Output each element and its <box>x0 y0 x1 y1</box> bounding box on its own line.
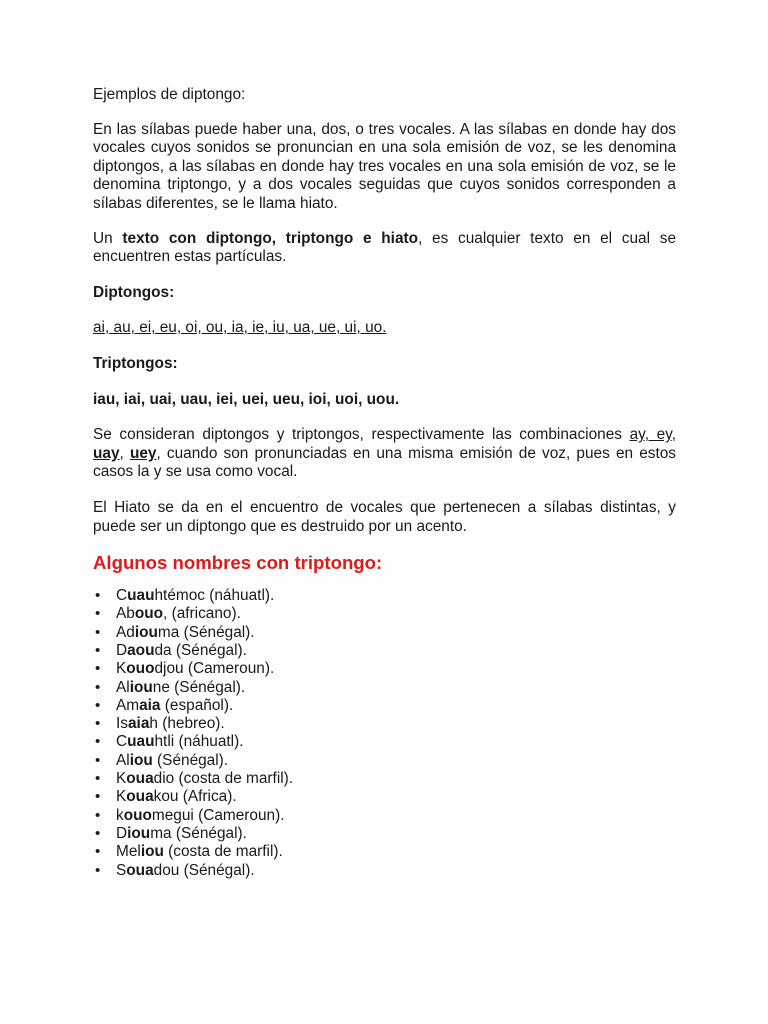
name-triptongo: iou <box>134 623 158 641</box>
name-pre: Mel <box>116 843 141 861</box>
name-post: kou (Africa). <box>153 788 237 806</box>
name-triptongo: oua <box>126 861 154 879</box>
bullet-icon: • <box>95 587 101 605</box>
combo-uay: uay <box>93 444 120 462</box>
name-pre: Ad <box>116 623 135 641</box>
list-item <box>93 843 676 861</box>
diptongos-heading <box>93 284 676 303</box>
name-post: (español). <box>160 696 234 714</box>
name-pre: k <box>116 806 124 824</box>
diptongos-list <box>93 319 676 338</box>
list-item <box>93 679 676 697</box>
list-item <box>93 752 676 770</box>
name-triptongo: aia <box>127 715 150 733</box>
name-post: , (africano). <box>163 605 241 623</box>
name-triptongo: ouo <box>126 660 155 678</box>
combo-sep1: , <box>644 426 657 444</box>
name-post: h (hebreo). <box>149 715 225 733</box>
name-triptongo: iou <box>129 678 153 696</box>
bullet-icon: • <box>95 751 101 769</box>
combo-ay: ay <box>629 426 645 444</box>
bullet-icon: • <box>95 696 101 714</box>
bullet-icon: • <box>95 861 101 879</box>
list-item <box>93 624 676 642</box>
list-item <box>93 660 676 678</box>
bullet-icon: • <box>95 788 101 806</box>
consideran-pre: Se consideran diptongos y triptongos, respectivamente las combinaciones <box>93 426 630 444</box>
triptongos-heading <box>93 355 676 374</box>
bullet-icon: • <box>95 605 101 623</box>
name-pre: C <box>116 587 128 605</box>
bullet-icon: • <box>95 641 101 659</box>
triptongos-heading-text: Triptongos: <box>93 354 178 372</box>
name-post: dou (Sénégal). <box>153 861 255 879</box>
name-post: dio (costa de marfil). <box>153 770 294 788</box>
list-item <box>93 825 676 843</box>
list-item <box>93 770 676 788</box>
bullet-icon: • <box>95 660 101 678</box>
name-pre: K <box>116 660 127 678</box>
intro-paragraph: En las sílabas puede haber una, dos, o tres vocales. A las sílabas en donde hay dos vocales cuyos sonidos se pronuncian en una sola emisión de voz, se les denomina diptongos, a las sílabas en donde hay tres vocales en una sola emisión de voz, se le denomina triptongo, y a dos vocales seguidas que cuyos sonidos corresponden a sílabas diferentes, se le llama hiato. <box>93 120 676 212</box>
name-triptongo: iou <box>127 824 151 842</box>
name-pre: Is <box>116 715 128 733</box>
name-post: ne (Sénégal). <box>152 678 246 696</box>
consideran-paragraph <box>93 426 676 482</box>
combo-uey: uey <box>129 444 157 462</box>
name-post: (costa de marfil). <box>163 843 283 861</box>
name-triptongo: iou <box>140 843 164 861</box>
consideran-post: , cuando son pronunciadas en una misma emisión de voz, pues en estos casos la y se usa como vocal. <box>93 444 676 481</box>
name-pre: Al <box>116 678 130 696</box>
diptongos-list-text: ai, au, ei, eu, oi, ou, ia, ie, iu, ua, ue, ui, uo. <box>93 319 387 337</box>
name-triptongo: oua <box>126 770 154 788</box>
definition-paragraph <box>93 230 676 267</box>
triptongos-list-text: iau, iai, uai, uau, iei, uei, ueu, ioi, uoi, uou. <box>93 390 400 408</box>
name-triptongo: ouo <box>123 806 152 824</box>
name-post: htli (náhuatl). <box>154 733 244 751</box>
name-pre: D <box>116 641 128 659</box>
list-item <box>93 862 676 880</box>
title: Ejemplos de diptongo: <box>93 86 246 103</box>
diptongos-heading-text: Diptongos: <box>93 283 175 301</box>
list-item <box>93 788 676 806</box>
bullet-icon: • <box>95 770 101 788</box>
name-pre: D <box>116 824 128 842</box>
name-pre: C <box>116 733 128 751</box>
definition-post: , es cualquier texto en el cual se encuentren estas partículas. <box>93 229 676 266</box>
name-triptongo: oua <box>126 788 154 806</box>
combo-sep2: , <box>671 426 676 444</box>
list-item <box>93 715 676 733</box>
definition-pre: Un <box>93 229 123 247</box>
bullet-icon: • <box>95 678 101 696</box>
combo-sep3: , <box>119 444 130 462</box>
name-triptongo: aou <box>127 641 155 659</box>
name-pre: K <box>116 788 127 806</box>
triptongos-list <box>93 391 676 410</box>
bullet-icon: • <box>95 806 101 824</box>
bullet-icon: • <box>95 715 101 733</box>
list-item <box>93 807 676 825</box>
name-post: (Sénégal). <box>152 751 229 769</box>
definition-bold: texto con diptongo, triptongo e hiato <box>122 229 419 247</box>
list-item <box>93 605 676 623</box>
name-pre: S <box>116 861 127 879</box>
name-post: djou (Cameroun). <box>154 660 275 678</box>
bullet-icon: • <box>95 623 101 641</box>
names-list <box>93 587 676 880</box>
name-triptongo: aia <box>139 696 161 714</box>
list-item <box>93 642 676 660</box>
name-triptongo: uau <box>127 587 155 605</box>
list-item <box>93 587 676 605</box>
name-triptongo: uau <box>127 733 155 751</box>
list-item <box>93 697 676 715</box>
name-triptongo: iou <box>129 751 153 769</box>
name-pre: Am <box>116 696 140 714</box>
name-post: ma (Sénégal). <box>157 623 255 641</box>
bullet-icon: • <box>95 733 101 751</box>
name-pre: K <box>116 770 127 788</box>
names-heading: Algunos nombres con triptongo: <box>93 552 383 574</box>
bullet-icon: • <box>95 824 101 842</box>
document-content <box>93 86 676 880</box>
combo-ey: ey <box>656 426 672 444</box>
name-post: ma (Sénégal). <box>150 824 247 842</box>
name-post: megui (Cameroun). <box>151 806 285 824</box>
name-post: htémoc (náhuatl). <box>154 587 275 605</box>
name-pre: Ab <box>116 605 135 623</box>
list-item <box>93 733 676 751</box>
name-post: da (Sénégal). <box>154 641 247 659</box>
bullet-icon: • <box>95 843 101 861</box>
name-triptongo: ouo <box>134 605 164 623</box>
name-pre: Al <box>116 751 130 769</box>
hiato-paragraph: El Hiato se da en el encuentro de vocales que pertenecen a sílabas distintas, y puede ser un diptongo que es destruido por un acento. <box>93 498 676 535</box>
